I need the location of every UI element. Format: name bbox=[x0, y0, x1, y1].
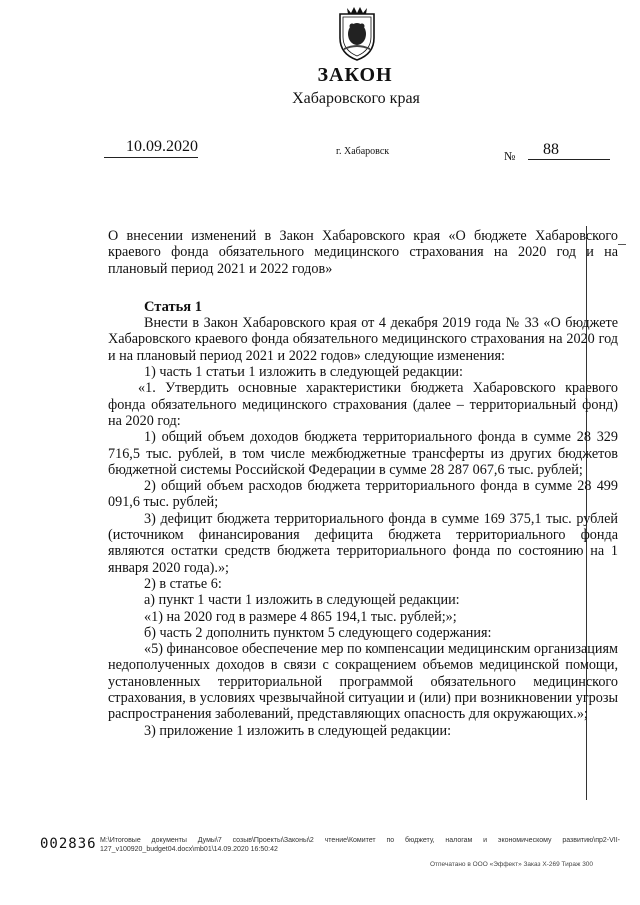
paragraph: 1) общий объем доходов бюджета территориального фонда в сумме 28 329 716,5 тыс. рублей, в том числе межбюджетные трансферты из других бюджетов бюджетной системы Российской Федерации в сумме 28 287 067,6 тыс. рублей; bbox=[108, 429, 618, 478]
date-underline bbox=[104, 157, 198, 158]
law-date: 10.09.2020 bbox=[126, 138, 198, 155]
law-city: г. Хабаровск bbox=[336, 146, 390, 157]
paragraph: б) часть 2 дополнить пунктом 5 следующего содержания: bbox=[144, 624, 492, 641]
document-issuer: Хабаровского края bbox=[292, 90, 420, 107]
scan-mark bbox=[618, 244, 626, 245]
number-underline bbox=[528, 159, 610, 160]
article-heading: Статья 1 bbox=[144, 298, 202, 315]
paragraph: «5) финансовое обеспечение мер по компенсации медицинским организациям недополученных доходов в связи с сокращением объемов медицинской помощи, установленных территориальной программой обязательного медицинского страхования, в условиях чрезвычайной ситуации и (или) при возникновении угрозы распространения заболеваний, представляющих опасность для окружающих.»; bbox=[108, 641, 618, 723]
paragraph: 2) общий объем расходов бюджета территориального фонда в сумме 28 499 091,6 тыс. рублей; bbox=[108, 478, 618, 511]
paragraph: 1) часть 1 статьи 1 изложить в следующей редакции: bbox=[144, 364, 463, 381]
paragraph: 3) дефицит бюджета территориального фонда в сумме 169 375,1 тыс. рублей (источником финансирования дефицита бюджета территориального фонда являются остатки средств бюджета территориального фонда по состоянию на 1 января 2020 года).»; bbox=[108, 510, 618, 576]
paragraph: 2) в статье 6: bbox=[144, 575, 222, 592]
paragraph: а) пункт 1 части 1 изложить в следующей редакции: bbox=[144, 592, 460, 609]
paragraph: «1) на 2020 год в размере 4 865 194,1 тыс. рублей;»; bbox=[144, 608, 457, 625]
footer-print-note: Отпечатано в ООО «Эффект» Заказ Х-269 Тираж 300 bbox=[430, 861, 594, 868]
law-body bbox=[108, 228, 618, 739]
paragraph: 3) приложение 1 изложить в следующей редакции: bbox=[144, 722, 452, 739]
law-number: 88 bbox=[543, 141, 559, 158]
number-label: № bbox=[504, 149, 516, 163]
paragraph: Внести в Закон Хабаровского края от 4 декабря 2019 года № 33 «О бюджете Хабаровского краевого фонда обязательного медицинского страхования на 2020 год и на плановый период 2021 и 2022 годов» следующие изменения: bbox=[108, 315, 618, 364]
coat-of-arms-icon bbox=[334, 4, 380, 62]
paragraph: «1. Утвердить основные характеристики бюджета Хабаровского краевого фонда обязательного медицинского страхования (далее – территориальный фонд) на 2020 год: bbox=[108, 380, 618, 429]
footer-file-path: M:\Итоговые документы Думы\7 созыв\Проекты\Законы\2 чтение\Комитет по бюджету, налогам и экономическому развитию\пр2-VII-127_v100920_budget04.docx\mb01\14.09.2020 16:50:42 bbox=[100, 837, 620, 853]
footer-doc-number: 002836 bbox=[40, 836, 97, 852]
document-type-title: ЗАКОН bbox=[317, 64, 393, 86]
law-title: О внесении изменений в Закон Хабаровского края «О бюджете Хабаровского краевого фонда обязательного медицинского страхования на 2020 год и на плановый период 2021 и 2022 годов» bbox=[108, 228, 618, 277]
